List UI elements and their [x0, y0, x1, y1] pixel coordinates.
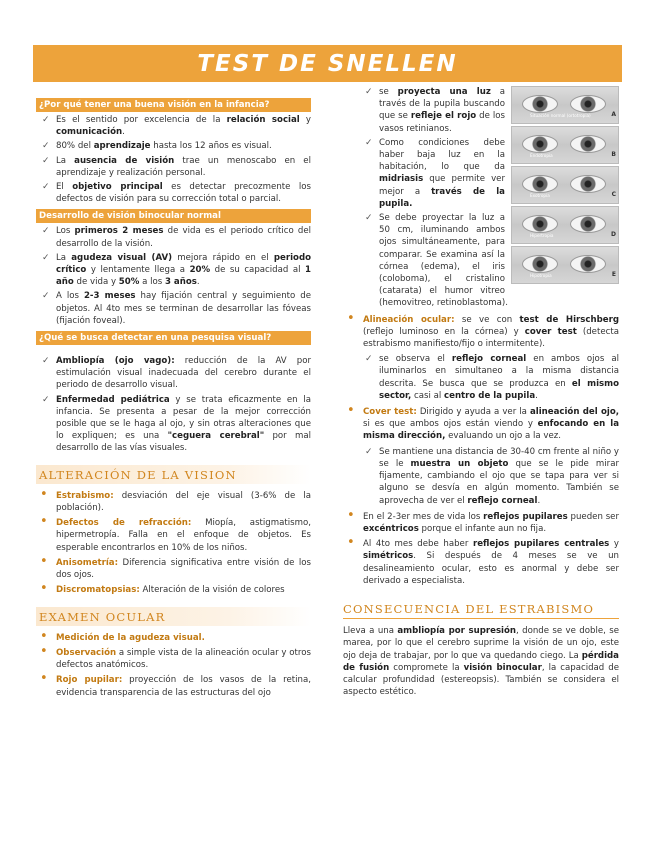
- list-pesquisa: [36, 355, 311, 455]
- list-item: ✓ Ambliopía (ojo vago): reducción de la AV por estimulación visual inadecuada del cerebro durante el periodo de desarrollo visual.: [36, 355, 311, 392]
- section-heading-examen: EXAMEN OCULAR: [36, 607, 311, 626]
- eye-caption: Hipotropia: [530, 272, 552, 278]
- list-item: • Alineación ocular: se ve con test de Hirschberg (reflejo luminoso en la córnea) y cover test (detecta estrabismo manifiesto/fijo o intermitente).: [343, 314, 619, 351]
- list-item: • Discromatopsias: Alteración de la visión de colores: [36, 584, 311, 596]
- list-binocular: [36, 225, 311, 327]
- list-cover-test: [343, 406, 619, 443]
- page-title: TEST DE SNELLEN: [197, 50, 458, 77]
- list-item: • Al 4to mes debe haber reflejos pupilares centrales y simétricos. Si después de 4 meses se ve un desalineamiento ocular, esto es anormal y debe ser derivado a especialista.: [343, 538, 619, 587]
- eye-caption: Hipertropia: [530, 232, 554, 238]
- list-item: • Cover test: Dirigido y ayuda a ver la alineación del ojo, si es que ambos ojos están viendo y enfocando en la misma dirección, evaluando un ojo a la vez.: [343, 406, 619, 443]
- section-heading-pesquisa: ¿Qué se busca detectar en una pesquisa visual?: [36, 331, 311, 345]
- eye-caption: Situación normal (ortotropia): [530, 112, 591, 118]
- list-item: • Medición de la agudeza visual.: [36, 632, 311, 644]
- list-reflejos: [343, 511, 619, 587]
- list-alteracion: [36, 490, 311, 597]
- list-rojo-pupilar-detalle: [343, 86, 619, 310]
- list-item: ✓ Es el sentido por excelencia de la relación social y comunicación.: [36, 114, 311, 138]
- list-alineacion-detalle: [343, 353, 619, 402]
- title-banner: [33, 45, 622, 82]
- right-column: [343, 86, 619, 698]
- list-cover-test-detalle: [343, 446, 619, 507]
- list-item: ✓ se observa el reflejo corneal en ambos ojos al iluminarlos en simultaneo a la misma distancia descrita. Se busca que se produzca en el mismo sector, casi al centro de la pupila.: [359, 353, 619, 402]
- list-item: • Defectos de refracción: Miopía, astigmatismo, hipermetropía. Falla en el enfoque de objetos. Es esperable encontrarlos en 10% de los niños.: [36, 517, 311, 554]
- list-item: ✓ El objetivo principal es detectar precozmente los defectos de visión para su corrección total o parcial.: [36, 181, 311, 205]
- list-item: • Estrabismo: desviación del eje visual (3-6% de la población).: [36, 490, 311, 514]
- list-item: ✓ 80% del aprendizaje hasta los 12 años es visual.: [36, 140, 311, 152]
- eye-letter: B: [611, 150, 616, 158]
- eye-letter: E: [611, 270, 616, 278]
- list-examen: [36, 632, 311, 699]
- list-item: ✓ Como condiciones debe haber baja luz en la habitación, lo que da midriasis que permite ver mejor a través de la pupila.: [359, 137, 619, 210]
- list-alineacion: [343, 314, 619, 351]
- eye-letter: D: [611, 230, 616, 238]
- list-item: ✓ Se debe proyectar la luz a 50 cm, iluminando ambos ojos simultáneamente, para comparar. Se examina así la córnea (edema), el iris (coloboma), el cristalino (catarata) el humor vitreo (hemovitreo, retinoblastoma).: [359, 212, 619, 310]
- section-heading-consecuencia: CONSECUENCIA DEL ESTRABISMO: [343, 599, 619, 619]
- section-heading-binocular: Desarrollo de visión binocular normal: [36, 209, 311, 223]
- consecuencia-paragraph: Lleva a una ambliopía por supresión, donde se ve doble, se marea, por lo que el cerebro suprime la visión de un ojo, este ojo deja de trabajar, por lo que va quedando ciego. La pérdida de fusión compromete la visión binocular, la capacidad de calcular profundidad (estereopsis). También se considera el aspecto estético.: [343, 626, 620, 698]
- section-heading-buena-vision: ¿Por qué tener una buena visión en la infancia?: [36, 98, 311, 112]
- list-item: ✓ La agudeza visual (AV) mejora rápido en el periodo crítico y lentamente llega a 20% de su capacidad al 1 año de vida y 50% a los 3 años.: [36, 252, 311, 289]
- list-item: • Anisometría: Diferencia significativa entre visión de los dos ojos.: [36, 557, 311, 581]
- list-item: • Observación a simple vista de la alineación ocular y otros defectos anatómicos.: [36, 647, 311, 671]
- list-item: ✓ Enfermedad pediátrica y se trata eficazmente en la infancia. Se presenta a pesar de la mejor corrección posible que se le haga al ojo, y sin otras alteraciones que lo expliquen; es una "ceguera cerebral" por mal desarrollo de las vías visuales.: [36, 394, 311, 455]
- list-item: ✓ A los 2-3 meses hay fijación central y seguimiento de objetos. Al 4to mes se terminan de desarrollar las fóveas (fijación foveal).: [36, 290, 311, 327]
- left-column: [36, 98, 311, 702]
- list-item: ✓ Los primeros 2 meses de vida es el periodo crítico del desarrollo de la visión.: [36, 225, 311, 249]
- list-item: • En el 2-3er mes de vida los reflejos pupilares pueden ser excéntricos porque el infante aun no fija.: [343, 511, 619, 535]
- list-item: ✓ La ausencia de visión trae un menoscabo en el aprendizaje y realización personal.: [36, 155, 311, 179]
- eye-caption: Endotropia: [530, 152, 553, 158]
- list-item: • Rojo pupilar: proyección de los vasos de la retina, evidencia transparencia de las estructuras del ojo: [36, 674, 311, 698]
- eye-letter: C: [611, 190, 616, 198]
- list-item: ✓ Se mantiene una distancia de 30-40 cm frente al niño y se le muestra un objeto que se le pide mirar fijamente, cambiando el ojo que se tapa para ver si alguno se desvía en algún momento. También se aprovecha de ver el reflejo corneal.: [359, 446, 619, 507]
- section-heading-alteracion: ALTERACIÓN DE LA VISION: [36, 465, 311, 484]
- eye-caption: Exotropia: [530, 192, 550, 198]
- list-buena-vision: [36, 114, 311, 205]
- eye-letter: A: [611, 110, 616, 118]
- list-item: ✓ se proyecta una luz a través de la pupila buscando que se refleje el rojo de los vasos retinianos.: [359, 86, 619, 135]
